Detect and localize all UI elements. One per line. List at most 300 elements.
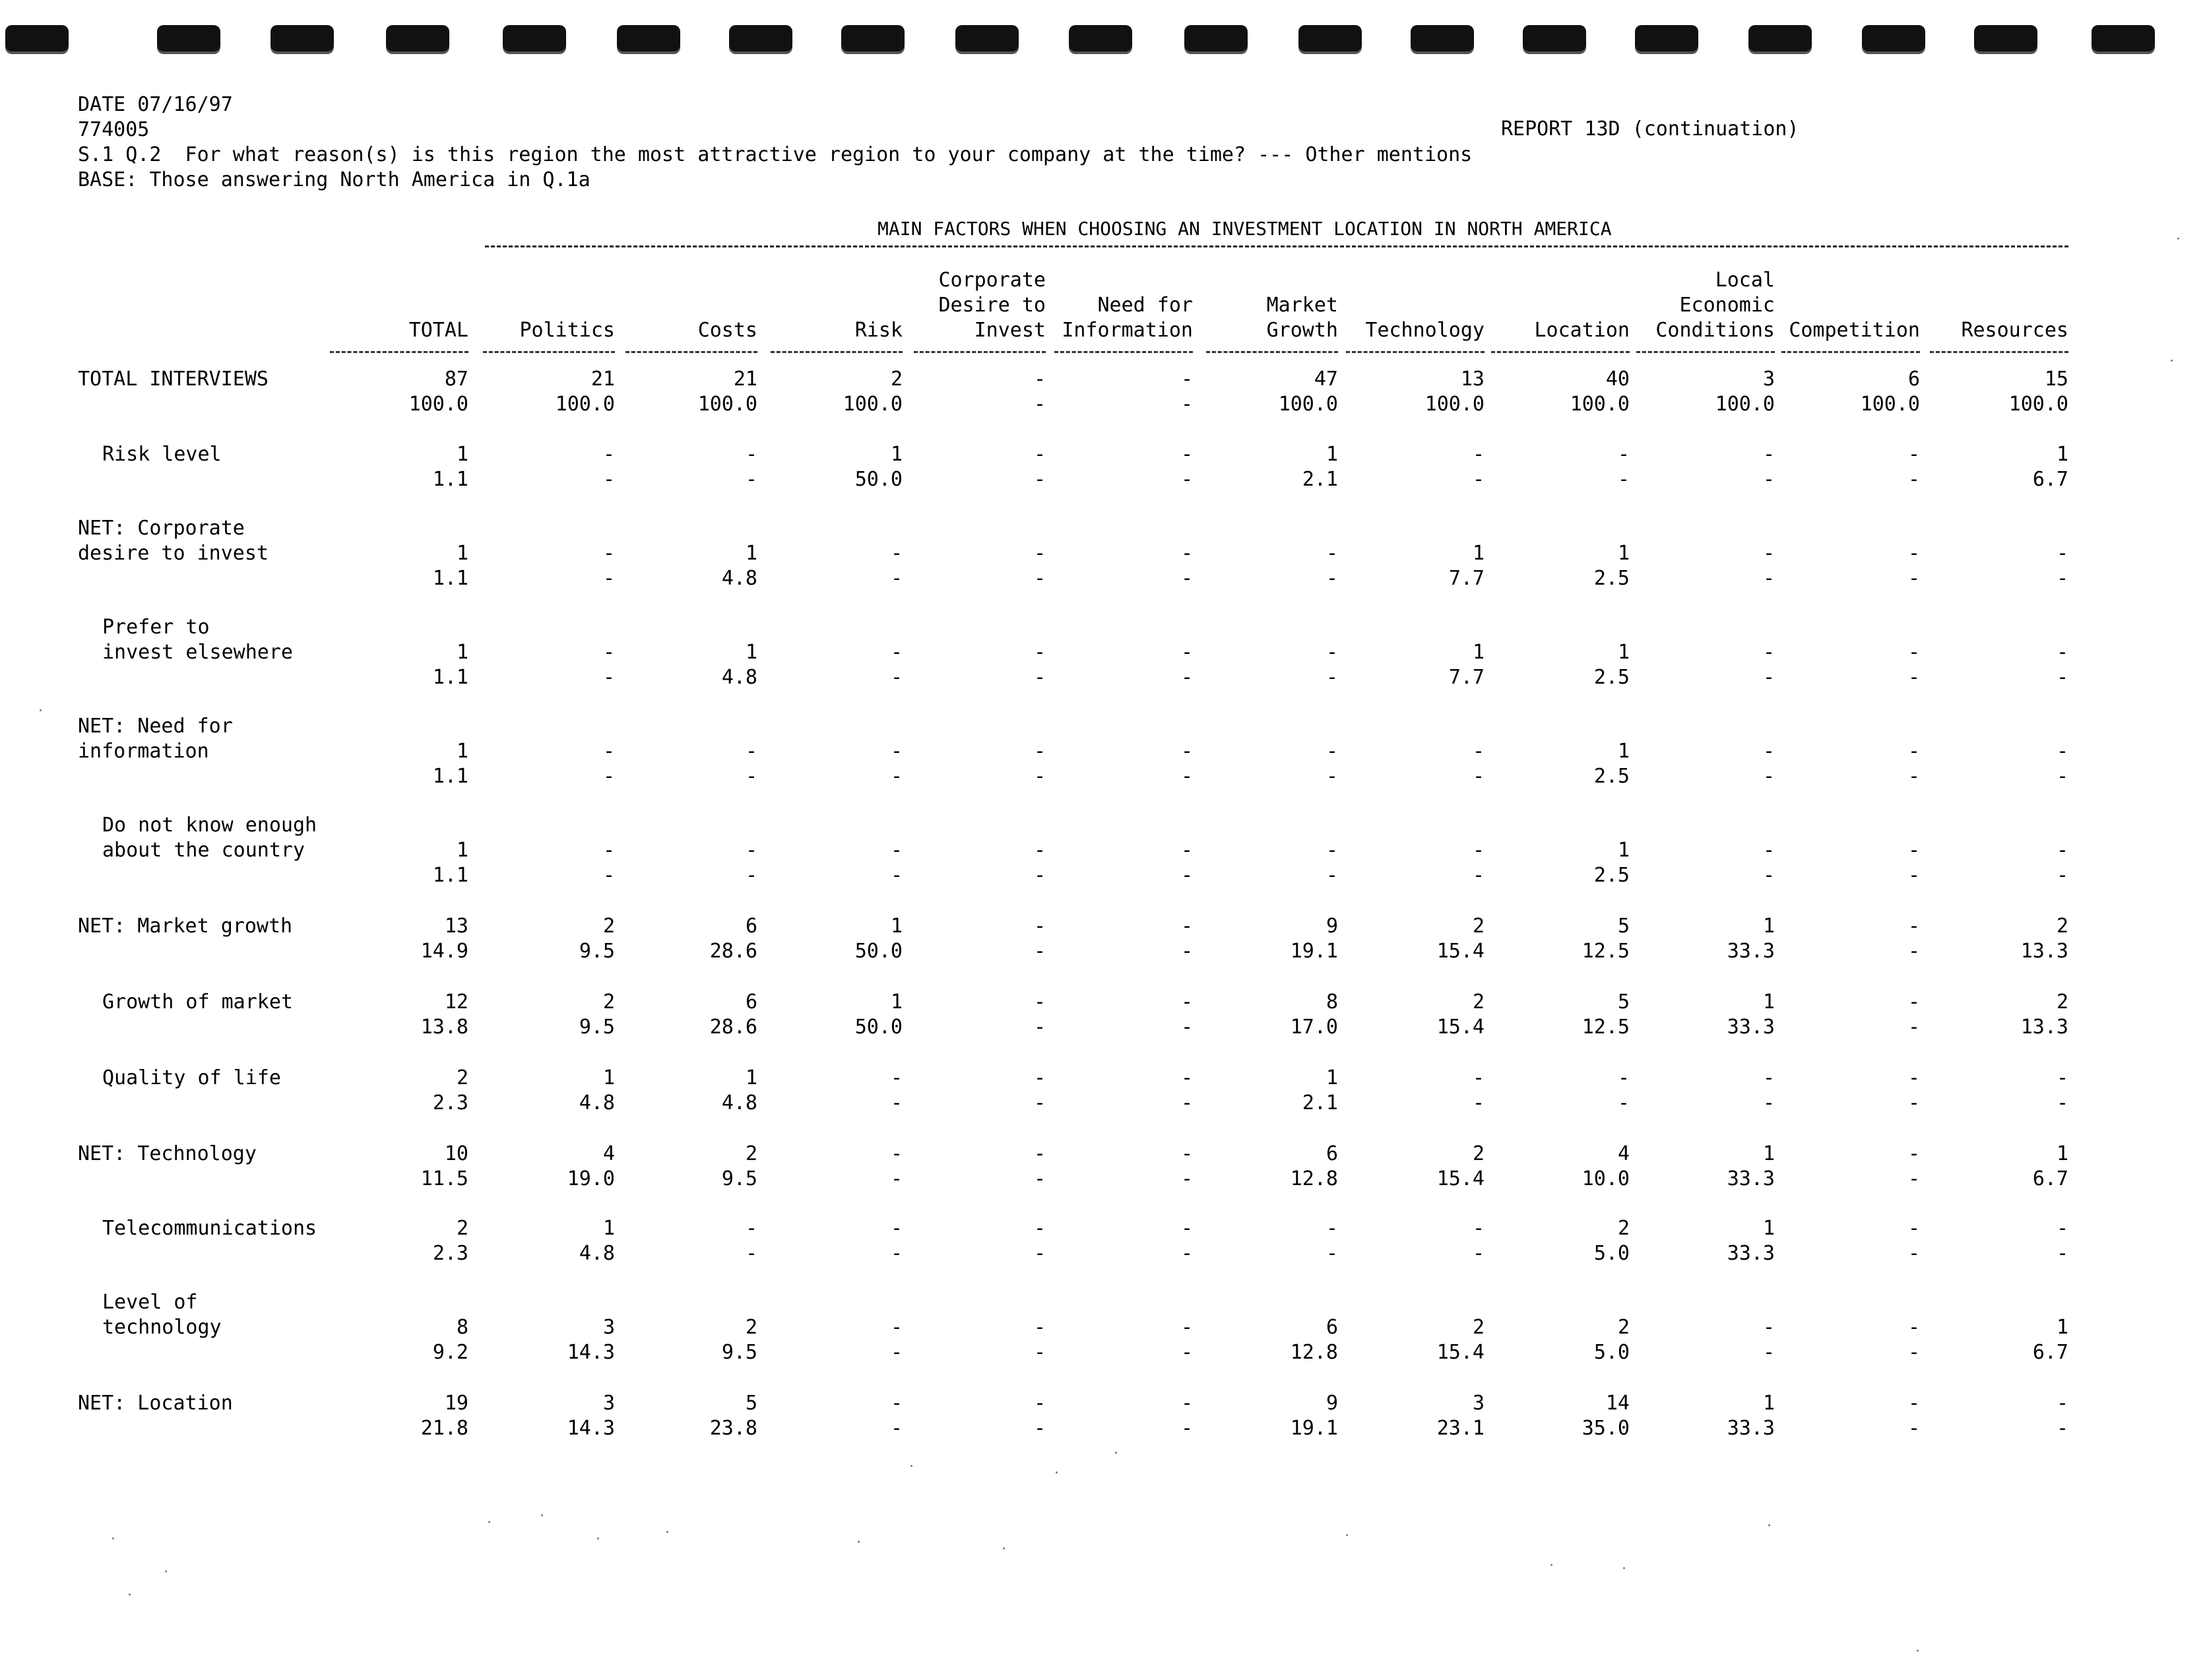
- count-cell: -: [2056, 1066, 2068, 1089]
- count-cell: 1: [2056, 1316, 2068, 1339]
- count-cell: -: [602, 641, 615, 664]
- count-cell: 2: [1472, 1142, 1485, 1165]
- count-cell: 2: [602, 915, 615, 938]
- percent-cell: -: [1180, 1016, 1193, 1039]
- scan-speck: [1056, 1471, 1058, 1473]
- row-label: NET: Technology: [78, 1142, 257, 1165]
- percent-cell: 17.0: [1290, 1016, 1338, 1039]
- percent-cell: -: [745, 468, 757, 491]
- column-header: Market Growth: [1266, 294, 1338, 342]
- percent-cell: -: [890, 1242, 903, 1265]
- percent-cell: -: [890, 1091, 903, 1115]
- percent-cell: 100.0: [1570, 393, 1630, 416]
- count-cell: 1: [1762, 1217, 1775, 1240]
- binder-hole: [2092, 25, 2155, 51]
- percent-cell: 6.7: [2032, 1341, 2068, 1364]
- column-underline: [1491, 351, 1630, 353]
- row-label: Risk level: [102, 443, 222, 466]
- count-cell: -: [1762, 443, 1775, 466]
- percent-cell: -: [1907, 468, 1920, 491]
- percent-cell: -: [1617, 468, 1630, 491]
- count-cell: -: [745, 740, 757, 763]
- count-cell: -: [1033, 915, 1046, 938]
- percent-cell: 100.0: [1860, 393, 1920, 416]
- count-cell: 2: [2056, 990, 2068, 1014]
- row-label: Growth of market: [102, 990, 293, 1014]
- percent-cell: -: [1907, 864, 1920, 887]
- count-cell: 1: [1617, 641, 1630, 664]
- count-cell: -: [1180, 542, 1193, 565]
- count-cell: 4: [1617, 1142, 1630, 1165]
- count-cell: 10: [444, 1142, 468, 1165]
- percent-cell: 2.3: [432, 1091, 468, 1115]
- column-underline: [1930, 351, 2068, 353]
- column-header: Competition: [1789, 319, 1920, 342]
- count-cell: -: [1180, 1316, 1193, 1339]
- percent-cell: -: [1907, 1091, 1920, 1115]
- scan-speck: [2171, 360, 2173, 362]
- percent-cell: -: [1762, 864, 1775, 887]
- percent-cell: -: [1180, 468, 1193, 491]
- count-cell: 6: [1326, 1142, 1338, 1165]
- count-cell: 47: [1314, 368, 1338, 391]
- percent-cell: -: [1907, 1016, 1920, 1039]
- count-cell: 1: [1762, 1142, 1775, 1165]
- count-cell: 2: [1617, 1316, 1630, 1339]
- percent-cell: -: [1180, 1341, 1193, 1364]
- percent-cell: 5.0: [1593, 1242, 1630, 1265]
- percent-cell: 15.4: [1436, 1167, 1485, 1190]
- count-cell: 2: [1472, 1316, 1485, 1339]
- count-cell: -: [2056, 839, 2068, 862]
- count-cell: 1: [456, 839, 468, 862]
- percent-cell: -: [1326, 765, 1338, 788]
- count-cell: -: [745, 839, 757, 862]
- percent-cell: -: [1033, 393, 1046, 416]
- count-cell: 13: [1460, 368, 1485, 391]
- percent-cell: 28.6: [709, 940, 757, 963]
- scan-speck: [1003, 1547, 1005, 1549]
- percent-cell: 100.0: [1715, 393, 1775, 416]
- count-cell: -: [1907, 1316, 1920, 1339]
- count-cell: 1: [1617, 542, 1630, 565]
- count-cell: -: [602, 443, 615, 466]
- count-cell: 15: [2044, 368, 2068, 391]
- question-text: S.1 Q.2 For what reason(s) is this region the most attractive region to your company at the time? --- Other mentions: [78, 143, 1473, 166]
- percent-cell: -: [1762, 666, 1775, 689]
- count-cell: 19: [444, 1392, 468, 1415]
- count-cell: 1: [456, 641, 468, 664]
- count-cell: 1: [1617, 839, 1630, 862]
- count-cell: -: [1033, 641, 1046, 664]
- percent-cell: 11.5: [420, 1167, 468, 1190]
- count-cell: 87: [444, 368, 468, 391]
- percent-cell: -: [1472, 1242, 1485, 1265]
- count-cell: -: [602, 542, 615, 565]
- count-cell: -: [1762, 1316, 1775, 1339]
- count-cell: -: [1907, 1142, 1920, 1165]
- count-cell: -: [1472, 1217, 1485, 1240]
- percent-cell: -: [1326, 567, 1338, 590]
- percent-cell: -: [1033, 1016, 1046, 1039]
- percent-cell: -: [1180, 1167, 1193, 1190]
- count-cell: -: [1326, 542, 1338, 565]
- percent-cell: -: [1472, 468, 1485, 491]
- percent-cell: -: [2056, 1091, 2068, 1115]
- percent-cell: -: [890, 567, 903, 590]
- binder-hole: [386, 25, 449, 51]
- row-label: NET: Location: [78, 1392, 233, 1415]
- report-code: 774005: [78, 118, 150, 141]
- scan-speck: [112, 1537, 114, 1539]
- percent-cell: 2.3: [432, 1242, 468, 1265]
- percent-cell: 9.2: [432, 1341, 468, 1364]
- count-cell: -: [745, 443, 757, 466]
- percent-cell: 1.1: [432, 765, 468, 788]
- count-cell: 1: [1762, 990, 1775, 1014]
- scan-speck: [1115, 1452, 1117, 1454]
- count-cell: -: [1180, 1392, 1193, 1415]
- percent-cell: 50.0: [854, 468, 903, 491]
- column-header: TOTAL: [408, 319, 468, 342]
- count-cell: -: [1472, 1066, 1485, 1089]
- percent-cell: -: [602, 567, 615, 590]
- column-underline: [1346, 351, 1485, 353]
- percent-cell: -: [1180, 1242, 1193, 1265]
- row-label: Prefer to invest elsewhere: [102, 616, 293, 664]
- count-cell: 6: [745, 990, 757, 1014]
- count-cell: -: [1180, 641, 1193, 664]
- count-cell: 1: [2056, 443, 2068, 466]
- percent-cell: 12.5: [1582, 1016, 1630, 1039]
- scan-speck: [597, 1537, 599, 1539]
- percent-cell: -: [745, 765, 757, 788]
- count-cell: -: [2056, 740, 2068, 763]
- scan-speck: [488, 1521, 490, 1523]
- count-cell: -: [1907, 915, 1920, 938]
- percent-cell: -: [890, 1417, 903, 1440]
- binder-hole: [271, 25, 334, 51]
- count-cell: 1: [456, 443, 468, 466]
- count-cell: 3: [1762, 368, 1775, 391]
- percent-cell: -: [602, 765, 615, 788]
- count-cell: 1: [2056, 1142, 2068, 1165]
- percent-cell: -: [1033, 468, 1046, 491]
- percent-cell: -: [1033, 940, 1046, 963]
- percent-cell: 100.0: [843, 393, 903, 416]
- percent-cell: -: [1472, 765, 1485, 788]
- count-cell: 2: [456, 1217, 468, 1240]
- percent-cell: 19.1: [1290, 1417, 1338, 1440]
- row-label: Telecommunications: [102, 1217, 317, 1240]
- percent-cell: -: [2056, 1417, 2068, 1440]
- count-cell: -: [1033, 1217, 1046, 1240]
- count-cell: 6: [1326, 1316, 1338, 1339]
- count-cell: 1: [1762, 915, 1775, 938]
- count-cell: 6: [745, 915, 757, 938]
- percent-cell: -: [2056, 765, 2068, 788]
- count-cell: -: [890, 641, 903, 664]
- column-underline: [1206, 351, 1338, 353]
- count-cell: -: [890, 1066, 903, 1089]
- percent-cell: -: [1033, 1242, 1046, 1265]
- column-underline: [771, 351, 903, 353]
- column-header: Local Economic Conditions: [1655, 269, 1775, 342]
- column-underline: [1781, 351, 1920, 353]
- percent-cell: -: [1180, 765, 1193, 788]
- scan-speck: [1550, 1564, 1552, 1566]
- percent-cell: -: [1180, 1417, 1193, 1440]
- count-cell: -: [1762, 1066, 1775, 1089]
- count-cell: 2: [456, 1066, 468, 1089]
- percent-cell: 13.3: [2020, 1016, 2068, 1039]
- count-cell: -: [1033, 1392, 1046, 1415]
- percent-cell: -: [1472, 1091, 1485, 1115]
- count-cell: -: [1033, 542, 1046, 565]
- percent-cell: -: [1907, 1242, 1920, 1265]
- percent-cell: 6.7: [2032, 1167, 2068, 1190]
- count-cell: -: [1907, 1217, 1920, 1240]
- count-cell: -: [2056, 542, 2068, 565]
- column-header: Location: [1534, 319, 1630, 342]
- count-cell: -: [1617, 1066, 1630, 1089]
- percent-cell: 4.8: [721, 666, 757, 689]
- percent-cell: 50.0: [854, 940, 903, 963]
- count-cell: -: [2056, 1217, 2068, 1240]
- binder-hole: [1298, 25, 1362, 51]
- scan-speck: [1768, 1524, 1770, 1526]
- percent-cell: 4.8: [579, 1091, 615, 1115]
- percent-cell: -: [1326, 864, 1338, 887]
- count-cell: 1: [1326, 443, 1338, 466]
- binder-hole: [1069, 25, 1132, 51]
- percent-cell: -: [1180, 864, 1193, 887]
- count-cell: 1: [602, 1217, 615, 1240]
- count-cell: -: [1033, 1066, 1046, 1089]
- percent-cell: 35.0: [1582, 1417, 1630, 1440]
- percent-cell: -: [1033, 666, 1046, 689]
- count-cell: -: [1180, 443, 1193, 466]
- column-header: Politics: [519, 319, 615, 342]
- column-header: Corporate Desire to Invest: [938, 269, 1046, 342]
- percent-cell: -: [890, 765, 903, 788]
- count-cell: -: [890, 1217, 903, 1240]
- percent-cell: 14.9: [420, 940, 468, 963]
- count-cell: -: [1762, 839, 1775, 862]
- row-label: Quality of life: [102, 1066, 281, 1089]
- count-cell: 21: [733, 368, 757, 391]
- count-cell: -: [1180, 1066, 1193, 1089]
- percent-cell: -: [2056, 864, 2068, 887]
- count-cell: -: [1180, 1217, 1193, 1240]
- percent-cell: -: [1033, 567, 1046, 590]
- table-title: MAIN FACTORS WHEN CHOOSING AN INVESTMENT LOCATION IN NORTH AMERICA: [878, 218, 1612, 240]
- percent-cell: 2.5: [1593, 864, 1630, 887]
- percent-cell: -: [2056, 666, 2068, 689]
- count-cell: 1: [890, 990, 903, 1014]
- scan-speck: [1917, 1650, 1919, 1652]
- report-date: DATE 07/16/97: [78, 93, 233, 116]
- percent-cell: -: [1762, 1091, 1775, 1115]
- count-cell: 1: [602, 1066, 615, 1089]
- percent-cell: -: [1762, 567, 1775, 590]
- count-cell: 1: [456, 542, 468, 565]
- row-label: NET: Market growth: [78, 915, 293, 938]
- count-cell: 1: [1326, 1066, 1338, 1089]
- percent-cell: 23.1: [1436, 1417, 1485, 1440]
- percent-cell: 2.1: [1302, 468, 1338, 491]
- count-cell: -: [890, 1316, 903, 1339]
- count-cell: -: [1472, 443, 1485, 466]
- count-cell: 1: [1472, 641, 1485, 664]
- count-cell: -: [602, 839, 615, 862]
- percent-cell: 7.7: [1448, 666, 1485, 689]
- percent-cell: -: [1907, 940, 1920, 963]
- percent-cell: 15.4: [1436, 1016, 1485, 1039]
- report-id: REPORT 13D (continuation): [1501, 117, 1799, 141]
- count-cell: 2: [2056, 915, 2068, 938]
- percent-cell: -: [2056, 567, 2068, 590]
- percent-cell: 13.3: [2020, 940, 2068, 963]
- count-cell: 9: [1326, 915, 1338, 938]
- binder-hole: [841, 25, 905, 51]
- count-cell: 1: [890, 915, 903, 938]
- column-header: Costs: [697, 319, 757, 342]
- percent-cell: -: [602, 666, 615, 689]
- count-cell: -: [1180, 1142, 1193, 1165]
- percent-cell: -: [1907, 1417, 1920, 1440]
- count-cell: -: [1326, 740, 1338, 763]
- percent-cell: 2.5: [1593, 666, 1630, 689]
- count-cell: -: [890, 740, 903, 763]
- column-header: Need for Information: [1062, 294, 1193, 342]
- binder-hole: [5, 25, 69, 51]
- percent-cell: 9.5: [721, 1341, 757, 1364]
- count-cell: -: [1033, 990, 1046, 1014]
- count-cell: 8: [456, 1316, 468, 1339]
- count-cell: 40: [1605, 368, 1630, 391]
- percent-cell: 19.1: [1290, 940, 1338, 963]
- count-cell: 13: [444, 915, 468, 938]
- percent-cell: 14.3: [567, 1341, 615, 1364]
- count-cell: -: [1033, 740, 1046, 763]
- row-label: Do not know enough about the country: [102, 814, 317, 862]
- percent-cell: 33.3: [1727, 1016, 1775, 1039]
- binder-hole: [503, 25, 566, 51]
- count-cell: -: [1033, 443, 1046, 466]
- scan-speck: [541, 1514, 543, 1516]
- count-cell: -: [1033, 368, 1046, 391]
- percent-cell: -: [1033, 1417, 1046, 1440]
- percent-cell: 21.8: [420, 1417, 468, 1440]
- count-cell: 2: [745, 1316, 757, 1339]
- column-underline: [1054, 351, 1193, 353]
- scan-speck: [129, 1594, 131, 1596]
- percent-cell: -: [745, 1242, 757, 1265]
- percent-cell: -: [1907, 765, 1920, 788]
- percent-cell: 100.0: [1278, 393, 1338, 416]
- scan-speck: [911, 1465, 912, 1467]
- percent-cell: 100.0: [1424, 393, 1485, 416]
- binder-hole: [1184, 25, 1248, 51]
- count-cell: 3: [602, 1316, 615, 1339]
- count-cell: 2: [890, 368, 903, 391]
- percent-cell: 1.1: [432, 666, 468, 689]
- scan-speck: [40, 709, 42, 711]
- count-cell: -: [1033, 1316, 1046, 1339]
- binder-hole: [157, 25, 220, 51]
- percent-cell: -: [1326, 1242, 1338, 1265]
- count-cell: 2: [602, 990, 615, 1014]
- percent-cell: -: [890, 666, 903, 689]
- count-cell: -: [1180, 990, 1193, 1014]
- binder-hole: [1974, 25, 2037, 51]
- column-underline: [483, 351, 615, 353]
- count-cell: 3: [1472, 1392, 1485, 1415]
- row-label: NET: Need for information: [78, 715, 233, 763]
- percent-cell: 4.8: [721, 567, 757, 590]
- percent-cell: 15.4: [1436, 940, 1485, 963]
- count-cell: -: [890, 1142, 903, 1165]
- count-cell: -: [1180, 839, 1193, 862]
- count-cell: -: [1907, 443, 1920, 466]
- base-text: BASE: Those answering North America in Q.1a: [78, 168, 591, 191]
- count-cell: 12: [444, 990, 468, 1014]
- percent-cell: -: [1033, 765, 1046, 788]
- count-cell: -: [1033, 839, 1046, 862]
- percent-cell: 4.8: [579, 1242, 615, 1265]
- count-cell: 5: [745, 1392, 757, 1415]
- count-cell: -: [890, 542, 903, 565]
- scan-speck: [858, 1541, 860, 1543]
- row-label: TOTAL INTERVIEWS: [78, 368, 269, 391]
- percent-cell: -: [1907, 567, 1920, 590]
- count-cell: -: [1762, 641, 1775, 664]
- percent-cell: 100.0: [555, 393, 615, 416]
- percent-cell: 15.4: [1436, 1341, 1485, 1364]
- count-cell: -: [1762, 740, 1775, 763]
- binder-holes: [0, 25, 2205, 59]
- count-cell: -: [1472, 839, 1485, 862]
- percent-cell: 100.0: [408, 393, 468, 416]
- percent-cell: 12.5: [1582, 940, 1630, 963]
- binder-hole: [1862, 25, 1925, 51]
- percent-cell: 2.5: [1593, 567, 1630, 590]
- percent-cell: 1.1: [432, 567, 468, 590]
- percent-cell: 33.3: [1727, 1417, 1775, 1440]
- count-cell: 1: [890, 443, 903, 466]
- percent-cell: -: [1472, 864, 1485, 887]
- percent-cell: -: [1907, 1341, 1920, 1364]
- count-cell: -: [1907, 542, 1920, 565]
- percent-cell: 100.0: [697, 393, 757, 416]
- count-cell: 1: [1472, 542, 1485, 565]
- count-cell: -: [1472, 740, 1485, 763]
- percent-cell: -: [745, 864, 757, 887]
- count-cell: -: [1326, 641, 1338, 664]
- percent-cell: -: [1762, 468, 1775, 491]
- binder-hole: [617, 25, 680, 51]
- count-cell: 9: [1326, 1392, 1338, 1415]
- count-cell: -: [2056, 641, 2068, 664]
- count-cell: 21: [591, 368, 615, 391]
- percent-cell: 1.1: [432, 468, 468, 491]
- count-cell: -: [1907, 740, 1920, 763]
- count-cell: -: [1907, 990, 1920, 1014]
- count-cell: 1: [745, 542, 757, 565]
- percent-cell: -: [1180, 940, 1193, 963]
- percent-cell: 9.5: [721, 1167, 757, 1190]
